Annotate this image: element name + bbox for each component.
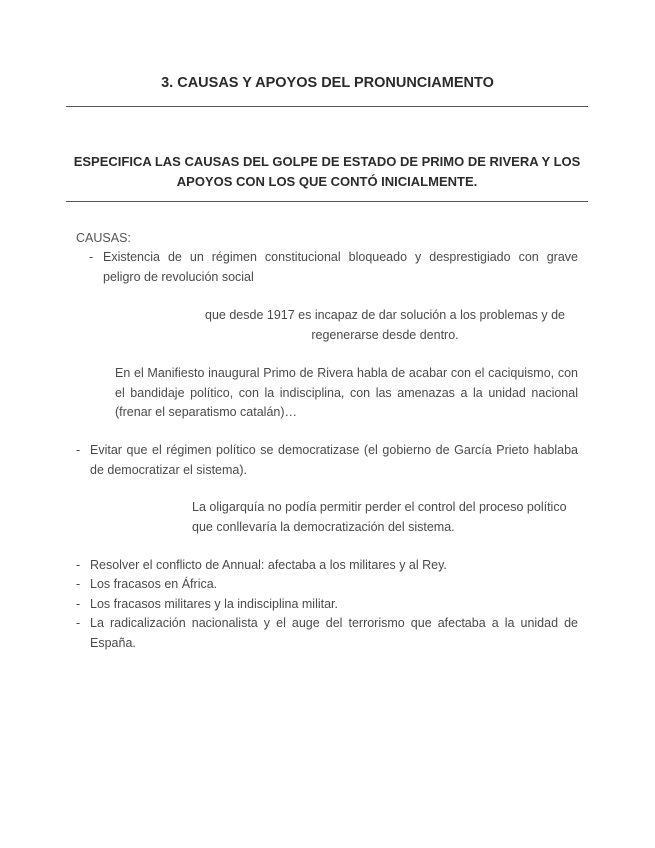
list-item-text: La radicalización nacionalista y el auge del terrorismo que afectaba a la unidad de España.	[90, 616, 578, 650]
question-divider	[66, 201, 588, 202]
list-item	[76, 575, 578, 595]
list-item	[76, 614, 578, 653]
list-item-text: Existencia de un régimen constitucional bloqueado y desprestigiado con grave peligro de revolución social	[103, 250, 578, 284]
title-divider	[66, 106, 588, 107]
list-item	[76, 595, 578, 615]
note-text: La oligarquía no podía permitir perder el control del proceso político que conllevaría la democratización del sistema.	[192, 500, 567, 534]
bullet-dash: -	[76, 616, 81, 630]
bullet-dash: -	[76, 597, 81, 611]
bullet-dash: -	[76, 577, 81, 591]
list-item-text: Evitar que el régimen político se democratizase (el gobierno de García Prieto hablaba de democratizar el sistema).	[90, 443, 578, 477]
page-title: 3. CAUSAS Y APOYOS DEL PRONUNCIAMENTO	[161, 75, 494, 91]
note-text: que desde 1917 es incapaz de dar solución a los problemas y de regenerarse desde dentro.	[205, 308, 565, 342]
list-item	[76, 441, 578, 480]
list-item	[76, 556, 578, 576]
list-item-text: Los fracasos en África.	[90, 577, 218, 591]
list-item-text: Los fracasos militares y la indisciplina militar.	[90, 597, 339, 611]
list-item-text: Resolver el conflicto de Annual: afectaba a los militares y al Rey.	[90, 558, 447, 572]
question-heading: ESPECIFICA LAS CAUSAS DEL GOLPE DE ESTADO DE PRIMO DE RIVERA Y LOS APOYOS CON LOS QUE CONTÓ INICIALMENTE.	[73, 154, 581, 189]
note-text: En el Manifiesto inaugural Primo de Rivera habla de acabar con el caciquismo, con el bandidaje político, con la indisciplina, con las amenazas a la unidad nacional (frenar el separatismo catalán)…	[115, 366, 578, 419]
causes-label: CAUSAS:	[76, 231, 131, 245]
list-item	[89, 248, 578, 287]
bullet-dash: -	[76, 443, 81, 457]
bullet-dash: -	[89, 250, 94, 264]
bullet-dash: -	[76, 558, 81, 572]
